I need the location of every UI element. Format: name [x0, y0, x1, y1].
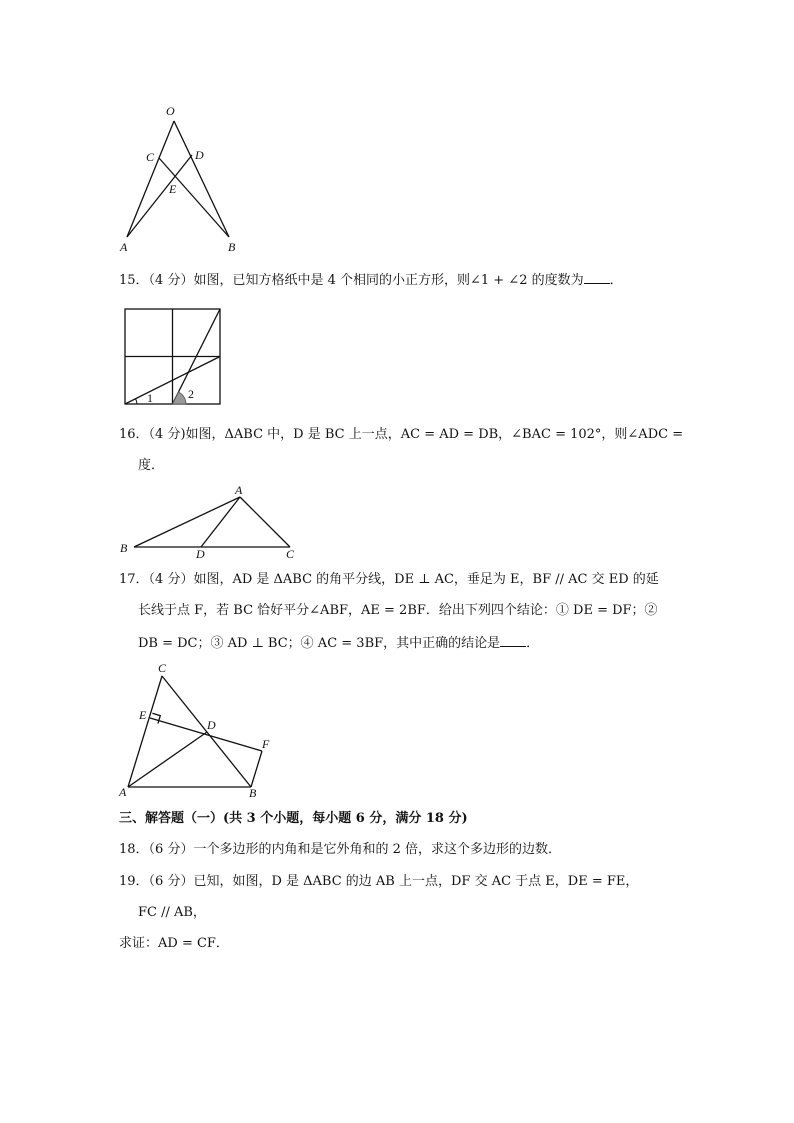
label-B: B [228, 240, 236, 254]
label-C: C [286, 547, 295, 561]
question-17-line-2: 长线于点 F，若 BC 恰好平分∠ABF，AE = 2BF．给出下列四个结论：① DE = DF；② [138, 603, 658, 618]
label-A: A [119, 785, 127, 799]
label-D: D [207, 718, 216, 732]
label-A: A [235, 483, 243, 497]
question-19-line-2: FC // AB， [138, 905, 206, 920]
label-F: F [262, 737, 270, 751]
label-C: C [146, 150, 155, 164]
question-17-line-1: 17．（4 分）如图，AD 是 ΔABC 的角平分线，DE ⊥ AC，垂足为 E，BF // AC 交 ED 的延 [119, 572, 659, 587]
label-D: D [195, 148, 204, 162]
question-19-line-1: 19．（6 分）已知，如图，D 是 ΔABC 的边 AB 上一点，DF 交 AC 于点 E，DE = FE， [119, 874, 639, 889]
label-E: E [169, 182, 177, 196]
question-18: 18．（6 分）一个多边形的内角和是它外角和的 2 倍，求这个多边形的边数． [119, 842, 561, 857]
label-angle-2: 2 [188, 387, 194, 401]
label-B: B [120, 541, 128, 555]
label-B: B [249, 786, 257, 800]
question-16-line-1: 16．（4 分)如图，ΔABC 中，D 是 BC 上一点，AC = AD = DB，∠BAC = 102°，则∠ADC = [119, 427, 684, 442]
label-angle-1: 1 [147, 391, 153, 405]
label-O: O [166, 104, 175, 118]
label-C: C [158, 661, 167, 675]
label-E: E [139, 708, 147, 722]
question-16-line-2: 度． [138, 458, 165, 473]
label-A: A [120, 240, 128, 254]
question-19-line-3: 求证：AD = CF． [119, 936, 229, 951]
question-15: 15．（4 分）如图，已知方格纸中是 4 个相同的小正方形，则∠1 + ∠2 的度数为 ． [119, 273, 623, 288]
section-heading: 三、解答题（一）(共 3 个小题，每小题 6 分，满分 18 分) [119, 811, 468, 826]
question-17-line-3: DB = DC；③ AD ⊥ BC；④ AC = 3BF，其中正确的结论是 ． [138, 636, 540, 651]
question-15-text: 15．（4 分）如图，已知方格纸中是 4 个相同的小正方形，则∠1 + ∠2 的度数为 [119, 273, 584, 288]
label-D: D [196, 547, 205, 561]
